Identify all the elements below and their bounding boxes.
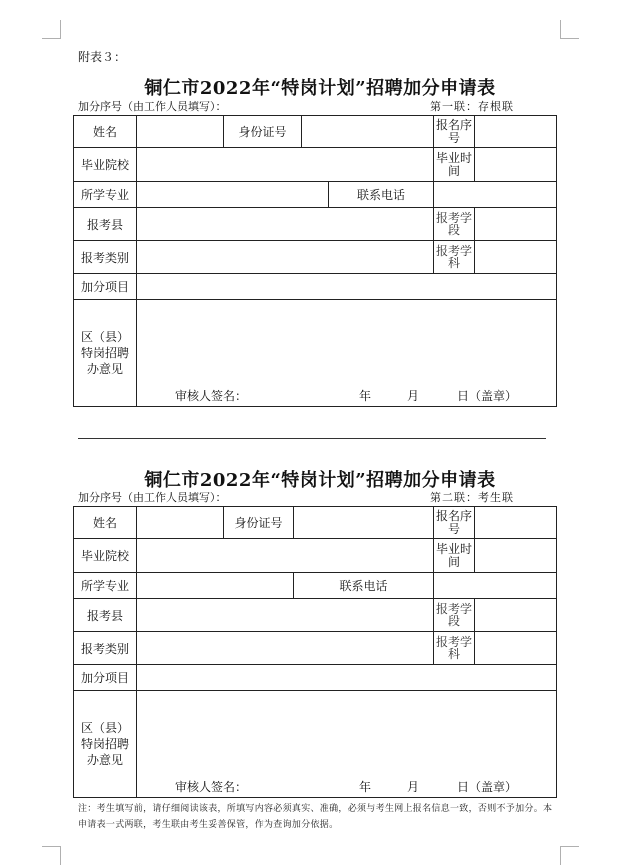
stage-value[interactable] <box>475 208 557 241</box>
subject-label: 报考学科 <box>434 241 475 274</box>
month-label: 月 <box>407 780 420 794</box>
attachment-label: 附表３： <box>78 50 127 64</box>
stage-value[interactable] <box>475 599 557 632</box>
opinion-label: 区（县）特岗招聘办意见 <box>74 691 137 798</box>
reg-no-value[interactable] <box>475 116 557 148</box>
form-title: 铜仁市2022年“特岗计划”招聘加分申请表 <box>144 78 496 99</box>
phone-label: 联系电话 <box>329 182 434 208</box>
grad-time-value[interactable] <box>475 148 557 182</box>
form-title: 铜仁市2022年“特岗计划”招聘加分申请表 <box>144 470 496 491</box>
category-label: 报考类别 <box>74 241 137 274</box>
copy-label: 第二联：考生联 <box>430 491 514 504</box>
grad-time-label: 毕业时间 <box>434 148 475 182</box>
id-number-label: 身份证号 <box>224 507 294 539</box>
id-number-label: 身份证号 <box>224 116 302 148</box>
school-value[interactable] <box>137 539 434 573</box>
name-value[interactable] <box>137 507 224 539</box>
county-label: 报考县 <box>74 208 137 241</box>
name-label: 姓名 <box>74 116 137 148</box>
grad-time-value[interactable] <box>475 539 557 573</box>
bonus-item-label: 加分项目 <box>74 274 137 300</box>
page-corner-mark <box>560 846 579 865</box>
phone-value[interactable] <box>434 182 557 208</box>
form-table <box>73 115 557 407</box>
bonus-item-value[interactable] <box>137 665 557 691</box>
id-number-value[interactable] <box>302 116 434 148</box>
reg-no-label: 报名序号 <box>434 116 475 148</box>
county-value[interactable] <box>137 208 434 241</box>
stage-label: 报考学段 <box>434 599 475 632</box>
application-form-stub <box>73 115 556 407</box>
opinion-value[interactable] <box>137 691 557 798</box>
subject-value[interactable] <box>475 241 557 274</box>
phone-value[interactable] <box>434 573 557 599</box>
county-value[interactable] <box>137 599 434 632</box>
major-label: 所学专业 <box>74 182 137 208</box>
stage-label: 报考学段 <box>434 208 475 241</box>
serial-number-label: 加分序号（由工作人员填写）： <box>78 100 227 113</box>
year-label: 年 <box>359 780 372 794</box>
phone-label: 联系电话 <box>294 573 434 599</box>
category-value[interactable] <box>137 632 434 665</box>
school-value[interactable] <box>137 148 434 182</box>
category-label: 报考类别 <box>74 632 137 665</box>
reviewer-label: 审核人签名： <box>175 389 248 403</box>
footnote: 注：考生填写前，请仔细阅读该表，所填写内容必须真实、准确，必须与考生网上报名信息一致，否则不予加分。本申请表一式两联，考生联由考生妥善保管，作为查询加分依据。 <box>78 804 553 830</box>
major-value[interactable] <box>137 573 294 599</box>
form-table <box>73 506 557 798</box>
id-number-value[interactable] <box>294 507 434 539</box>
page-corner-mark <box>42 20 61 39</box>
reg-no-value[interactable] <box>475 507 557 539</box>
subject-label: 报考学科 <box>434 632 475 665</box>
application-form-candidate <box>73 506 556 798</box>
year-label: 年 <box>359 389 372 403</box>
day-seal-label: 日（盖章） <box>457 780 518 794</box>
school-label: 毕业院校 <box>74 539 137 573</box>
school-label: 毕业院校 <box>74 148 137 182</box>
name-label: 姓名 <box>74 507 137 539</box>
category-value[interactable] <box>137 241 434 274</box>
name-value[interactable] <box>137 116 224 148</box>
grad-time-label: 毕业时间 <box>434 539 475 573</box>
cut-line <box>78 438 546 439</box>
copy-label: 第一联：存根联 <box>430 100 514 113</box>
major-label: 所学专业 <box>74 573 137 599</box>
county-label: 报考县 <box>74 599 137 632</box>
page-corner-mark <box>42 846 61 865</box>
major-value[interactable] <box>137 182 329 208</box>
opinion-value[interactable] <box>137 300 557 407</box>
page-corner-mark <box>560 20 579 39</box>
month-label: 月 <box>407 389 420 403</box>
day-seal-label: 日（盖章） <box>457 389 518 403</box>
bonus-item-label: 加分项目 <box>74 665 137 691</box>
bonus-item-value[interactable] <box>137 274 557 300</box>
opinion-label: 区（县）特岗招聘办意见 <box>74 300 137 407</box>
serial-number-label: 加分序号（由工作人员填写）： <box>78 491 227 504</box>
subject-value[interactable] <box>475 632 557 665</box>
reg-no-label: 报名序号 <box>434 507 475 539</box>
reviewer-label: 审核人签名： <box>175 780 248 794</box>
